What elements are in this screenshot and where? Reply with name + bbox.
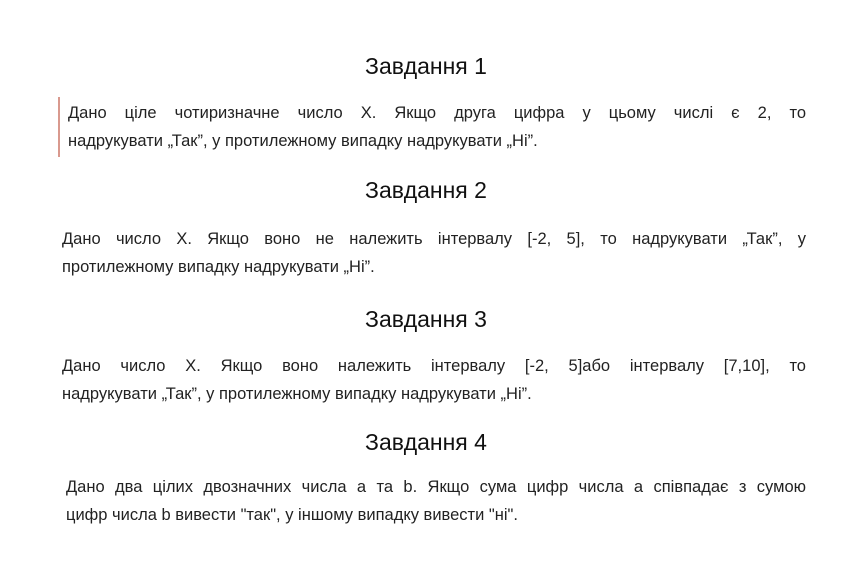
task-1-line-2: надрукувати „Так”, у протилежному випадку надрукувати „Ні”. (68, 132, 538, 150)
task-1-text (68, 99, 806, 155)
task-4-title: Завдання 4 (365, 429, 487, 455)
task-1-title: Завдання 1 (365, 53, 487, 79)
task-2-title: Завдання 2 (365, 177, 487, 203)
task-3-text (62, 352, 806, 408)
task-4-line-1: Дано два цілих двозначних числа a та b. Якщо сума цифр числа a співпадає з сумою (66, 478, 806, 496)
task-4-text (66, 473, 806, 529)
task-2-line-2: протилежному випадку надрукувати „Ні”. (62, 258, 375, 276)
task-2-line-1: Дано число Х. Якщо воно не належить інтервалу [-2, 5], то надрукувати „Так”, у (62, 230, 806, 248)
task-4-line-2: цифр числа b вивести "так", у іншому випадку вивести "ні". (66, 506, 518, 524)
task-3-line-2: надрукувати „Так”, у протилежному випадку надрукувати „Ні”. (62, 385, 532, 403)
task-3-line-1: Дано число Х. Якщо воно належить інтервалу [-2, 5]або інтервалу [7,10], то (62, 357, 806, 375)
task-3-title: Завдання 3 (365, 306, 487, 332)
task-1-line-1: Дано ціле чотиризначне число Х. Якщо друга цифра у цьому числі є 2, то (68, 104, 806, 122)
task-2-text (62, 225, 806, 281)
text-cursor-bar (58, 97, 60, 157)
